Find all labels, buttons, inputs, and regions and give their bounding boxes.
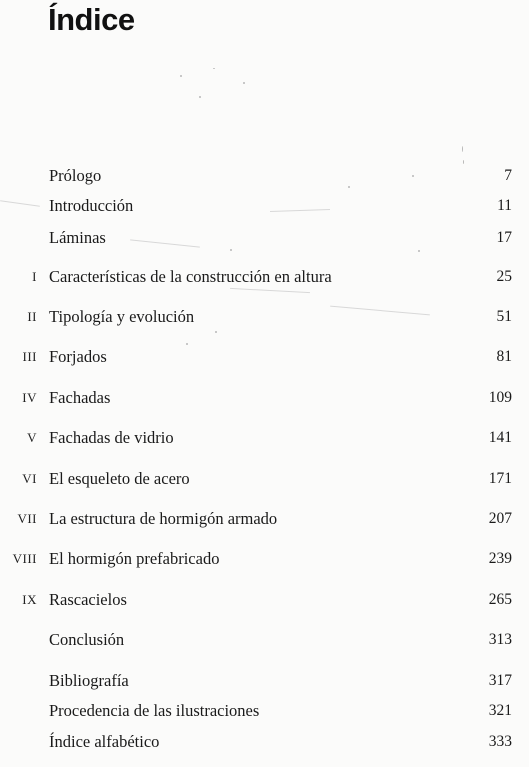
chapter-number: I [32, 269, 37, 284]
entry-title: Índice alfabético [49, 732, 160, 751]
page-number: 313 [488, 631, 512, 648]
page-number: 11 [497, 197, 512, 214]
page-number: 25 [496, 268, 512, 285]
toc-entry [0, 699, 529, 723]
toc-entry [0, 628, 529, 652]
scan-speck [348, 186, 350, 188]
chapter-number: III [22, 349, 37, 364]
toc-entry [0, 265, 529, 289]
page-title: Índice [48, 2, 135, 37]
entry-title: Forjados [49, 347, 107, 366]
toc-entry [0, 305, 529, 329]
page-number: 51 [496, 308, 512, 325]
toc-entry [0, 467, 529, 491]
scan-speck [186, 343, 188, 345]
page-number: 265 [488, 591, 512, 608]
page-number: 239 [488, 550, 512, 567]
scan-speck [213, 68, 215, 69]
chapter-number: VIII [12, 551, 37, 566]
scan-speck [199, 96, 201, 98]
entry-title: El esqueleto de acero [49, 469, 190, 488]
entry-title: Fachadas [49, 388, 111, 407]
toc-entry [0, 507, 529, 531]
entry-title: Conclusión [49, 630, 125, 649]
entry-title: Láminas [49, 228, 106, 247]
toc-entry [0, 547, 529, 571]
scan-speck [412, 175, 414, 177]
page-number: 317 [488, 672, 512, 689]
toc-entry [0, 426, 529, 450]
page-number: 321 [488, 702, 512, 719]
entry-title: Rascacielos [49, 590, 127, 609]
scan-speck [418, 250, 420, 252]
toc-entry [0, 164, 529, 188]
chapter-number: II [27, 309, 37, 324]
entry-title: El hormigón prefabricado [49, 549, 220, 568]
chapter-number: VII [17, 511, 37, 526]
entry-title: Bibliografía [49, 671, 129, 690]
scan-speck [243, 82, 245, 84]
scan-speck [463, 160, 464, 164]
entry-title: Tipología y evolución [49, 307, 195, 326]
page-number: 141 [488, 429, 512, 446]
toc-entry [0, 588, 529, 612]
toc-entry [0, 226, 529, 250]
page-number: 171 [488, 470, 512, 487]
chapter-number: VI [22, 471, 37, 486]
entry-title: Características de la construcción en altura [49, 267, 332, 286]
scan-speck [215, 331, 217, 333]
page-number: 7 [504, 167, 512, 184]
page-number: 17 [496, 229, 512, 246]
page-number: 109 [488, 389, 512, 406]
entry-title: La estructura de hormigón armado [49, 509, 278, 528]
toc-entry [0, 345, 529, 369]
page-number: 207 [488, 510, 512, 527]
scan-speck [462, 146, 463, 152]
page-number: 81 [496, 348, 512, 365]
entry-title: Prólogo [49, 166, 102, 185]
page-number: 333 [488, 733, 512, 750]
toc-entry [0, 386, 529, 410]
scan-speck [230, 249, 232, 251]
toc-entry [0, 669, 529, 693]
chapter-number: IX [22, 592, 37, 607]
chapter-number: V [27, 430, 37, 445]
toc-entry [0, 730, 529, 754]
toc-entry [0, 194, 529, 218]
scan-speck [180, 75, 182, 77]
entry-title: Introducción [49, 196, 134, 215]
entry-title: Fachadas de vidrio [49, 428, 174, 447]
chapter-number: IV [22, 390, 37, 405]
entry-title: Procedencia de las ilustraciones [49, 701, 260, 720]
